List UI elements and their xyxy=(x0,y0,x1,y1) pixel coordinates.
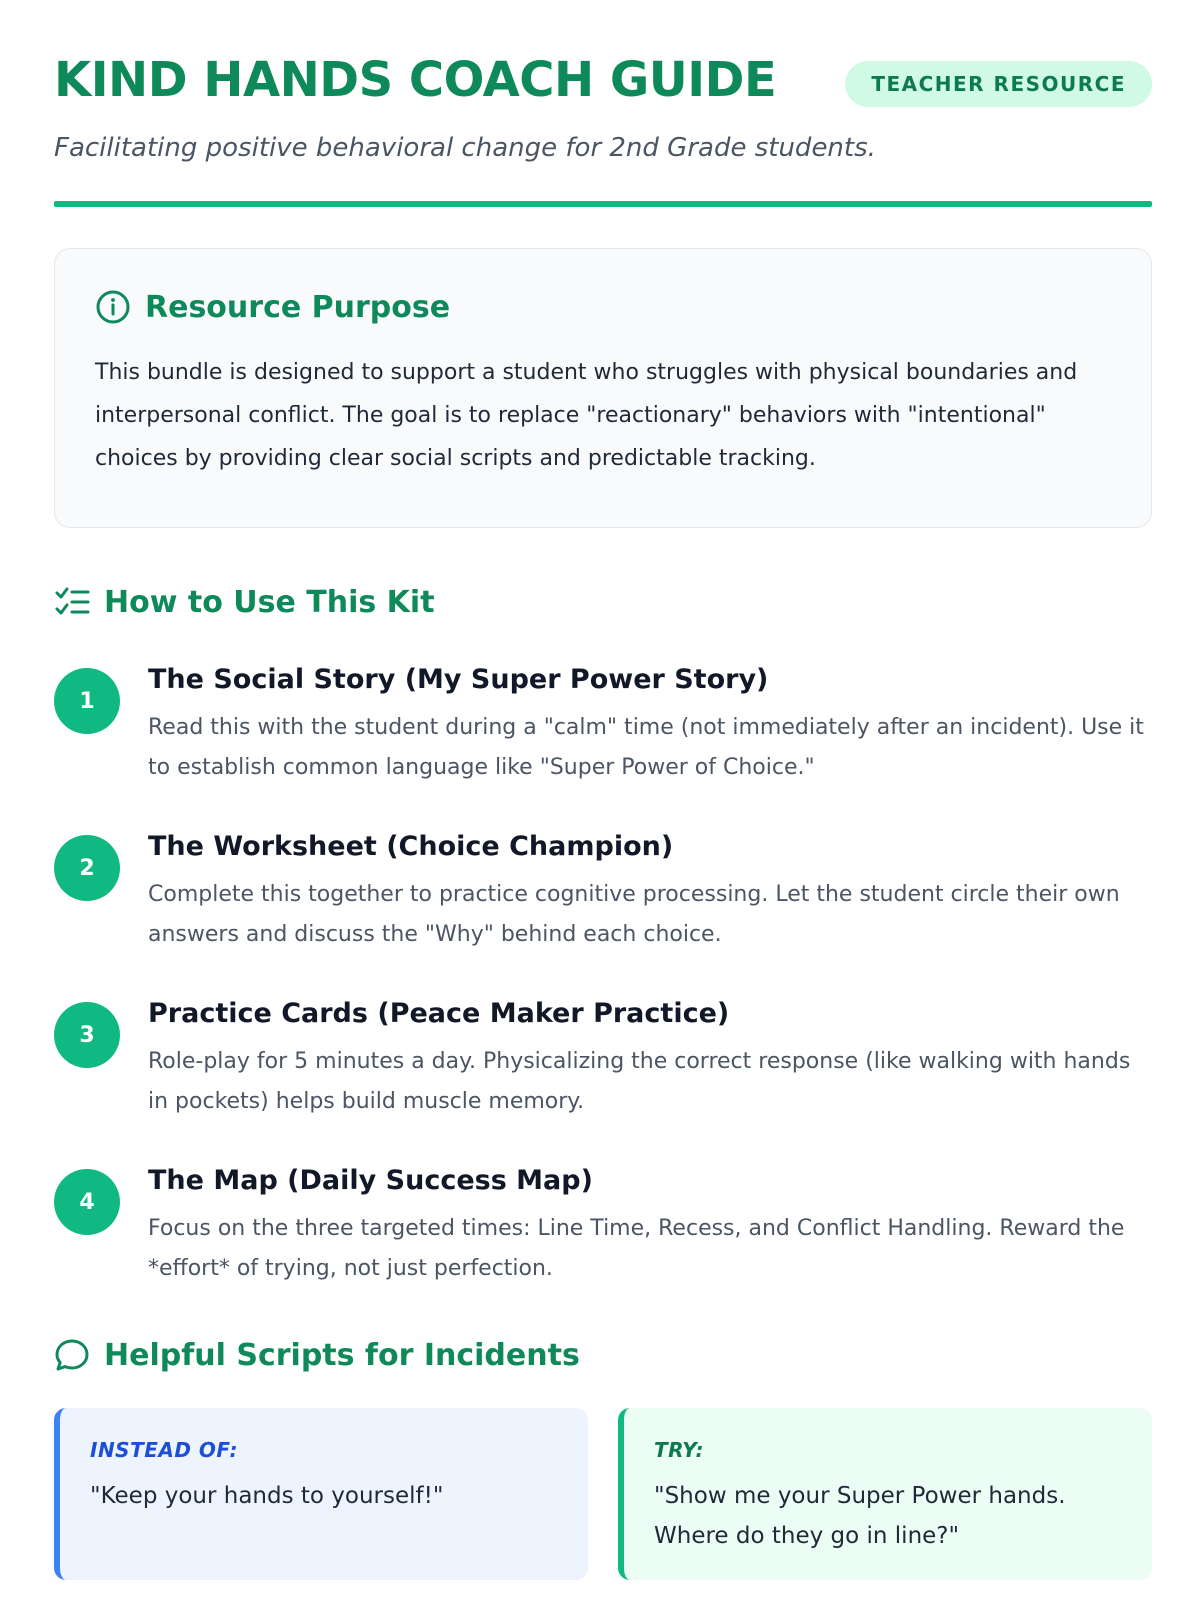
try-quote: "Show me your Super Power hands. Where do they go in line?" xyxy=(654,1483,1066,1549)
page-subtitle: Facilitating positive behavioral change for 2nd Grade students. xyxy=(54,133,876,163)
header-divider xyxy=(54,201,1152,207)
step-title: The Map (Daily Success Map) xyxy=(148,1165,593,1196)
step-item xyxy=(54,992,1152,1159)
script-cards xyxy=(54,1408,1152,1580)
step-title: The Worksheet (Choice Champion) xyxy=(148,831,674,862)
instead-of-label: INSTEAD OF: xyxy=(90,1438,238,1462)
checklist-icon xyxy=(54,584,90,620)
resource-purpose-heading: Resource Purpose xyxy=(145,289,451,325)
step-title: Practice Cards (Peace Maker Practice) xyxy=(148,998,730,1029)
step-number: 3 xyxy=(54,1002,120,1068)
try-card xyxy=(618,1408,1152,1580)
step-body: Focus on the three targeted times: Line Time, Recess, and Conflict Handling. Reward the *effort* of trying, not just perfection. xyxy=(148,1216,1125,1281)
info-icon xyxy=(95,289,131,325)
step-item xyxy=(54,658,1152,825)
helpful-scripts-header xyxy=(54,1337,1152,1373)
how-to-use-header xyxy=(54,584,1152,620)
step-body: Complete this together to practice cognitive processing. Let the student circle their own answers and discuss the "Why" behind each choice. xyxy=(148,882,1120,947)
step-number: 1 xyxy=(54,668,120,734)
step-body: Read this with the student during a "calm" time (not immediately after an incident). Use it to establish common language like "Super Power of Choice." xyxy=(148,715,1144,780)
resource-purpose-card xyxy=(54,248,1152,528)
how-to-use-heading: How to Use This Kit xyxy=(104,584,435,620)
resource-purpose-header xyxy=(95,289,1111,325)
how-to-use-section xyxy=(54,584,1152,1326)
header xyxy=(54,0,1152,210)
helpful-scripts-section xyxy=(54,1337,1152,1549)
teacher-resource-badge: TEACHER RESOURCE xyxy=(845,61,1152,107)
instead-of-card xyxy=(54,1408,588,1580)
instead-of-quote: "Keep your hands to yourself!" xyxy=(90,1483,444,1509)
steps-list xyxy=(54,658,1152,1326)
step-item xyxy=(54,1159,1152,1326)
step-number: 2 xyxy=(54,835,120,901)
step-body: Role-play for 5 minutes a day. Physicalizing the correct response (like walking with hands in pockets) helps build muscle memory. xyxy=(148,1049,1131,1114)
page xyxy=(54,0,1152,1549)
helpful-scripts-heading: Helpful Scripts for Incidents xyxy=(104,1337,580,1373)
step-title: The Social Story (My Super Power Story) xyxy=(148,664,769,695)
try-label: TRY: xyxy=(654,1438,704,1462)
resource-purpose-body: This bundle is designed to support a student who struggles with physical boundaries and interpersonal conflict. The goal is to replace "reactionary" behaviors with "intentional" choices by providing clear social scripts and predictable tracking. xyxy=(95,360,1078,471)
step-item xyxy=(54,825,1152,992)
speech-bubble-icon xyxy=(54,1337,90,1373)
step-number: 4 xyxy=(54,1169,120,1235)
page-title: KIND HANDS COACH GUIDE xyxy=(54,52,777,108)
